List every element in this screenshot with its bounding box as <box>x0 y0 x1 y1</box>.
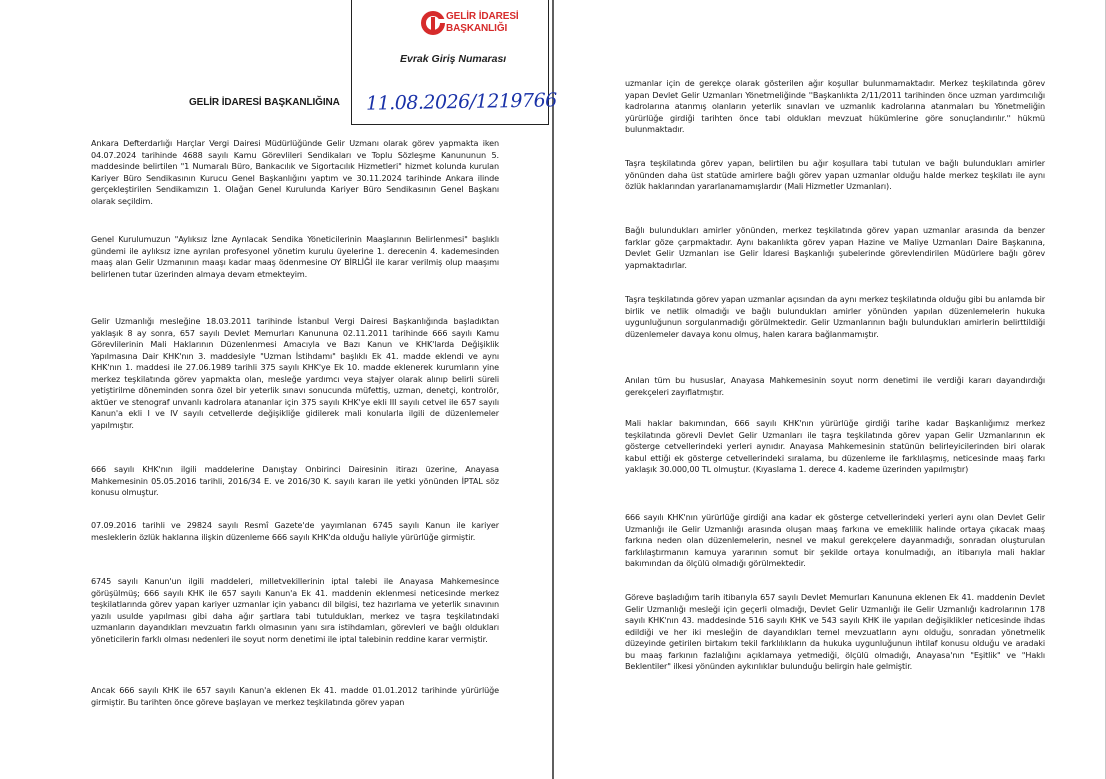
paragraph: 666 sayılı KHK'nın ilgili maddelerine Danıştay Onbirinci Dairesinin itirazı üzerine, Anayasa Mahkemesinin 05.05.2016 tarihli, 2016/34 E. ve 2016/30 K. sayılı kararı ile yetki yönünden İPTAL söz konusu olmuştur. <box>91 464 499 497</box>
logo-text-line1: GELİR İDARESİ <box>446 11 519 22</box>
paragraph: Bağlı bulundukları amirler yönünden, merkez teşkilatında görev yapan uzmanlar arasında da benzer farklar göze çarpmaktadır. Aynı bakanlıkta görev yapan Hazine ve Maliye Uzmanları Daire Başkanına, Devlet Gelir Uzmanları ise Gelir İdaresi Başkanlığı şubelerinde görevlendirilen Müdürlere bağlı görev yapmaktadırlar. <box>625 225 1045 270</box>
logo-text <box>446 11 519 34</box>
paragraph: Ancak 666 sayılı KHK ile 657 sayılı Kanun'a eklenen Ek 41. madde 01.01.2012 tarihinde yürürlüğe girmiştir. Bu tarihten önce göreve başlayan ve merkez teşkilatında görev yapan <box>91 685 499 707</box>
paragraph: Anılan tüm bu hususlar, Anayasa Mahkemesinin soyut norm denetimi ile verdiği kararı dayandırdığı gerekçeleri zayıflatmıştır. <box>625 375 1045 397</box>
gib-logo <box>420 6 550 44</box>
paragraph: Ankara Defterdarlığı Harçlar Vergi Dairesi Müdürlüğünde Gelir Uzmanı olarak görev yapmakta iken 04.07.2024 tarihinde 4688 sayılı Kamu Görevlileri Sendikaları ve Toplu Sözleşme Kanununun 5. maddesinde belirtilen "1 Numaralı Büro, Bankacılık ve Sigortacılık Hizmetleri" hizmet kolunda kurulan Kariyer Büro Sendikasının Kurucu Genel Başkanlığını yaptım ve 30.11.2024 tarihinde Ankara ilinde gerçekleştirilen Sendikamızın 1. Olağan Genel Kurulunda Kariyer Büro Sendikasının Genel Başkanı olarak seçildim. <box>91 138 499 206</box>
paragraph: Taşra teşkilatında görev yapan, belirtilen bu ağır koşullara tabi tutulan ve bağlı bulundukları amirler yönünden daha üst statüde amirlere bağlı görev yapan uzmanlar olduğu halde merkez teşkilatı ile aynı özlük haklarından yararlanamamışlardır (Mali Hizmetler Uzmanları). <box>625 158 1045 191</box>
paragraph: 6745 sayılı Kanun'un ilgili maddeleri, milletvekillerinin iptal talebi ile Anayasa Mahkemesince görüşülmüş; 666 sayılı KHK ile 657 sayılı Kanun'a Ek 41. maddenin eklenmesi neticesinde merkez teşkilatlarında görev yapan kariyer uzmanlar için yabancı dil bilgisi, tez hazırlama ve yeterlik sınavının yazılı usulde yapılması gibi daha ağır şartlara tabi tutuldukları, merkez ve taşra teşkilatındaki uzmanların dayandıkları mevzuatın farklı olmasının yanı sıra istihdamları, görevleri ve bağlı oldukları yöneticilerin farklı olması nedenleri ile soyut norm denetimi ile iptal talebinin reddine karar vermiştir. <box>91 576 499 644</box>
paragraph: Taşra teşkilatında görev yapan uzmanlar açısından da aynı merkez teşkilatında olduğu gibi bu anlamda bir birlik ve netlik olmadığı ve bağlı bulundukları amirler yönünden yapılan düzenlemelerin hukuka uygunluğunun sorgulanmadığı görülmektedir. Gelir Uzmanlarının bağlı bulundukları amirlerin belirttildiği düzenlemeler davaya konu olmuş, halen karara bağlanmamıştır. <box>625 294 1045 339</box>
registry-stamp <box>351 0 557 125</box>
paragraph: Genel Kurulumuzun "Aylıksız İzne Ayrılacak Sendika Yöneticilerinin Maaşlarının Belirlenmesi" başlıklı gündemi ile aylıksız izne ayrılan profesyonel yönetim kurulu üyelerine 1. derecenin 4. kademesinden maaş alan Gelir Uzmanının maaşı kadar maaş ödenmesine OY BİRLİĞİ ile karar verilmiş olup maaşımı belirlenen tutar üzerinden almaya devam etmekteyim. <box>91 234 499 279</box>
document-title: GELİR İDARESİ BAŞKANLIĞINA <box>189 97 340 108</box>
paragraph: Göreve başladığım tarih itibarıyla 657 sayılı Devlet Memurları Kanununa eklenen Ek 41. maddenin Devlet Gelir Uzmanlığı mesleği için geçerli olmadığı, Devlet Gelir Uzmanlığı ile Gelir Uzmanlığı kadrolarının 178 sayılı KHK'nın 43. maddesinde 516 sayılı KHK ve 543 sayılı KHK ile yapılan değişiklikler neticesinde ihdas edildiği ve her iki mesleğin de dayandıkları temel mevzuatların aynı olduğu, sonradan yönetmelik düzeyinde getirilen birtakım tekil farklılıkların da hukuka uygunluğunun ihtilaf konusu olduğu ve aradaki bu maaş farkının fazlalığını açıklamaya yetmediği, ölçülü olmadığı, Anayasa'nın "Eşitlik" ve "Haklı Beklentiler" ilkesi yönünden aykırılıklar bulunduğu belirgin hale gelmiştir. <box>625 592 1045 671</box>
stamp-label: Evrak Giriş Numarası <box>400 53 507 65</box>
paragraph: uzmanlar için de gerekçe olarak gösterilen ağır koşullar bulunmamaktadır. Merkez teşkilatında görev yapan Devlet Gelir Uzmanları Yönetmeliğinde ''Başkanlıkta 2/11/2011 tarihinden önce uzman yardımcılığı kadrolarına atanmış olanların yeterlik sınavları ve uzmanlık kadrolarına atanmaları bu Yönetmeliğin yürürlüğe girdiği tarihten önce tabi oldukları mevzuat hükümlerine göre sonuçlandırılır.'' hükmü bulunmaktadır. <box>625 78 1045 134</box>
paragraph: 666 sayılı KHK'nın yürürlüğe girdiği ana kadar ek gösterge cetvellerindeki yerleri aynı olan Devlet Gelir Uzmanlığı ile Gelir Uzmanlığı arasında oluşan maaş farkına ve emeklilik halinde ortaya çıkacak maaş farkına neden olan düzenlemelerin, nesnel ve makul gerekçelere dayanmadığı, sonradan oluşturulan farklılaştırmanın kamuya yararının somut bir şekilde ortaya konulmadığı, an itibarıyla mali haklar bakımından da ölçülü olmadığı görülmektedir. <box>625 512 1045 568</box>
paragraph: 07.09.2016 tarihli ve 29824 sayılı Resmî Gazete'de yayımlanan 6745 sayılı Kanun ile kariyer mesleklerin özlük haklarına ilişkin düzenleme 666 sayılı KHK'da olduğu haliyle yürürlüğe girmiştir. <box>91 520 499 542</box>
paragraph: Gelir Uzmanlığı mesleğine 18.03.2011 tarihinde İstanbul Vergi Dairesi Başkanlığında başladıktan yaklaşık 8 ay sonra, 657 sayılı Devlet Memurları Kanununa 02.11.2011 tarihinde 666 sayılı Kamu Görevlilerinin Mali Haklarının Düzenlenmesi Amacıyla ve Bazı Kanun ve KHK'larda Değişiklik Yapılmasına Dair KHK'nın 3. maddesiyle "Uzman İstihdamı" başlıklı Ek 41. madde eklendi ve aynı KHK'nın 1. maddesi ile 27.06.1989 tarihli 375 sayılı KHK'ye Ek 10. madde eklenerek kurumların yine merkez teşkilatında görev yapmakta olan, mesleğe yardımcı veya stajyer olarak alınıp belirli süreli yetiştirilme döneminden sonra özel bir yeterlik sınavı sonucunda müfettiş, uzman, denetçi, kontrolör, aktüer ve stenograf unvanlı kadrolara atananlar için 375 sayılı KHK'ye ekli III sayılı cetvel ile 657 sayılı Kanun'a ekli I ve IV sayılı cetvellerde değişikliğe gidilerek mali konularla ilgili de düzenlemeler yapılmıştır. <box>91 316 499 430</box>
gib-logo-icon <box>420 8 446 38</box>
paragraph: Mali haklar bakımından, 666 sayılı KHK'nın yürürlüğe girdiği tarihe kadar Başkanlığımız merkez teşkilatında görevli Devlet Gelir Uzmanları ile taşra teşkilatında görev yapan Gelir Uzmanlarının ek gösterge cetvellerindeki yerleri aynıdır. Anayasa Mahkemesinin statünün belirleyicilerinden biri olarak kabul ettiği ek gösterge cetvellerindeki sıralama, bu düzenleme ile farklılaşmış, neticesinde maaş farkı yaklaşık 30.000,00 TL olmuştur. (Kıyaslama 1. derece 4. kademe üzerinden yapılmıştır) <box>625 418 1045 474</box>
registry-number: 11.08.2026/1219766 <box>365 89 557 115</box>
page-divider <box>552 0 554 779</box>
logo-text-line2: BAŞKANLIĞI <box>446 22 508 34</box>
